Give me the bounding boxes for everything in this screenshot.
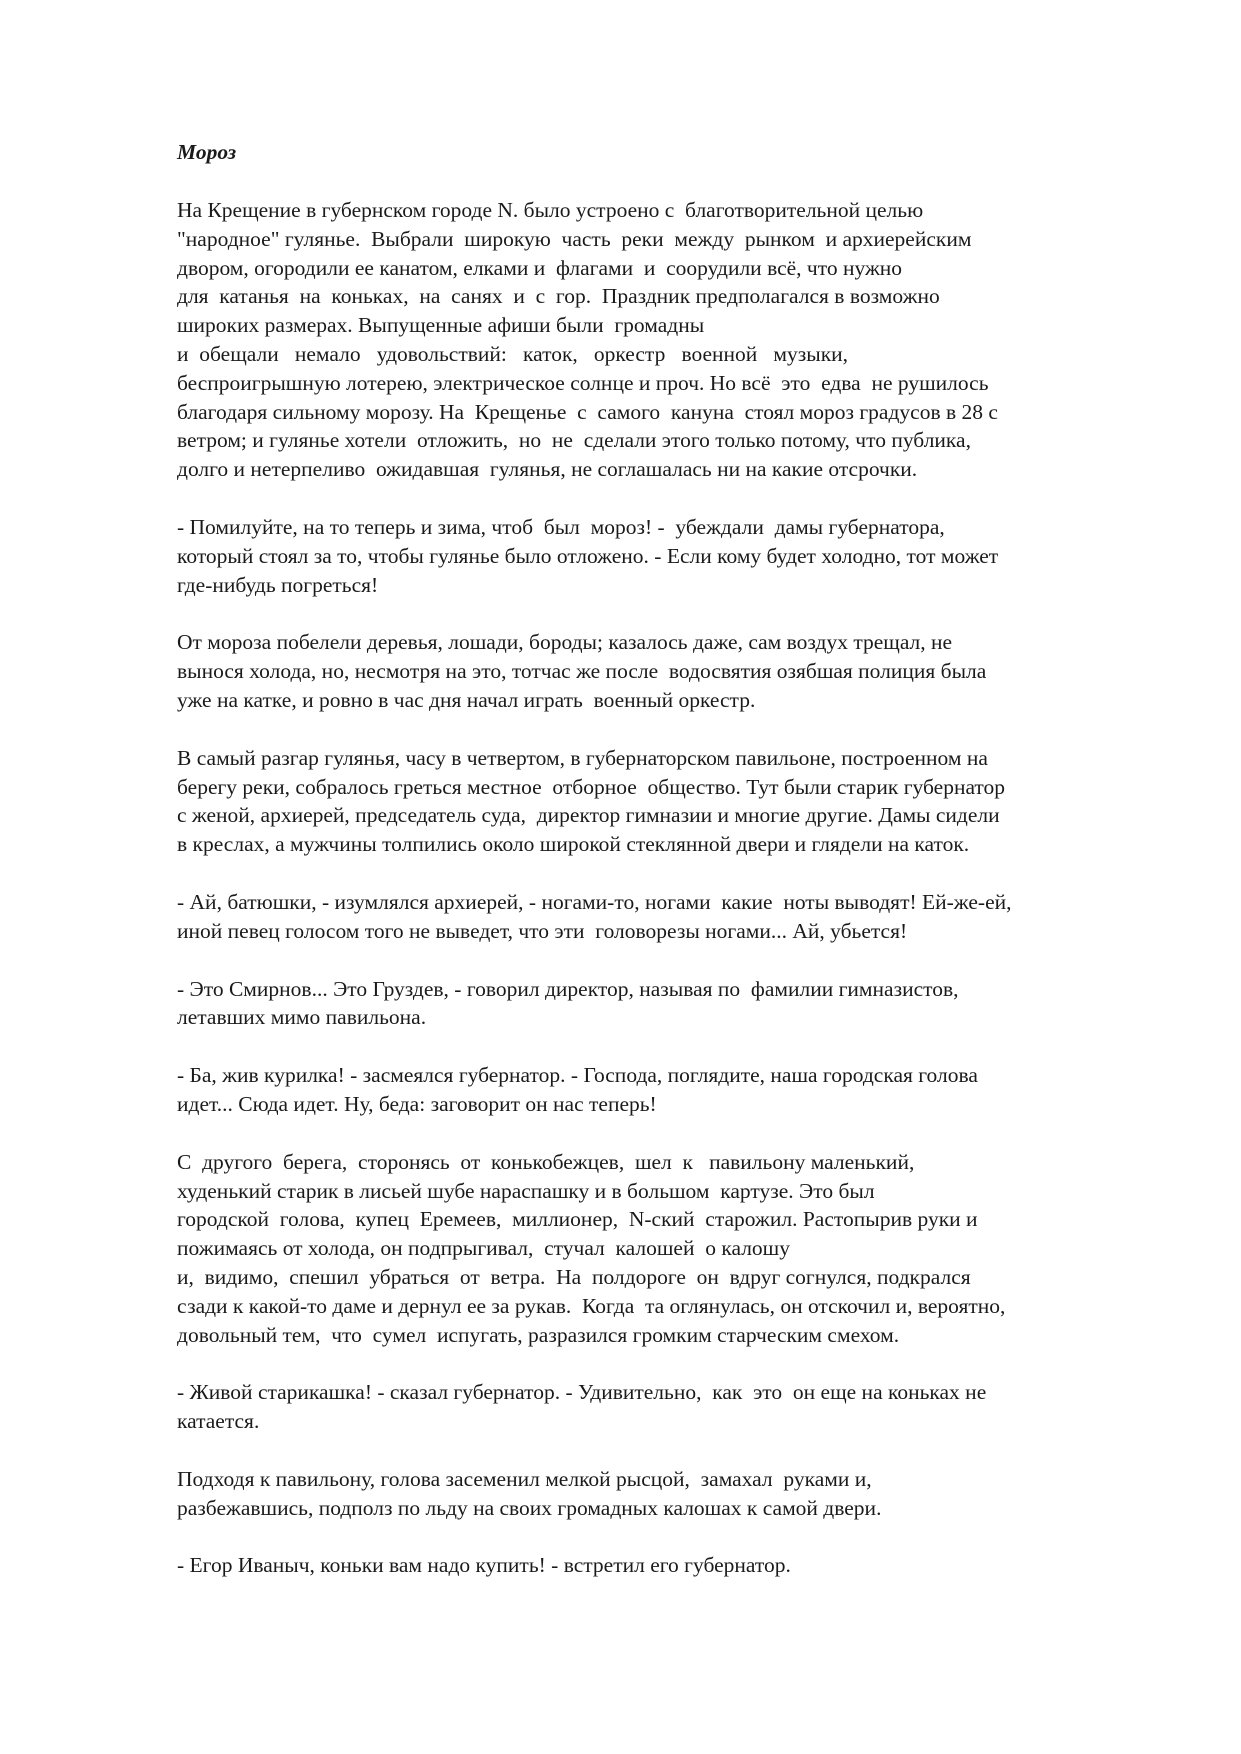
document-title: Мороз xyxy=(177,140,237,164)
text-line: и, видимо, спешил убраться от ветра. На полдороге он вдруг согнулся, подкрался xyxy=(177,1264,971,1289)
text-line: С другого берега, сторонясь от конькобежцев, шел к павильону маленький, xyxy=(177,1149,915,1174)
paragraph xyxy=(177,196,1177,484)
text-line: идет... Сюда идет. Ну, беда: заговорит он нас теперь! xyxy=(177,1091,657,1116)
paragraph xyxy=(177,1551,1177,1580)
document-page xyxy=(177,138,1177,1609)
text-line: беспроигрышную лотерею, электрическое солнце и проч. Но всё это едва не рушилось xyxy=(177,370,989,395)
text-line: уже на катке, и ровно в час дня начал играть военный оркестр. xyxy=(177,687,756,712)
text-line: От мороза побелели деревья, лошади, бороды; казалось даже, сам воздух трещал, не xyxy=(177,630,953,655)
text-line: широких размерах. Выпущенные афиши были громадны xyxy=(177,313,705,338)
text-line: пожимаясь от холода, он подпрыгивал, стучал калошей о калошу xyxy=(177,1236,790,1261)
text-line: и обещали немало удовольствий: каток, оркестр военной музыки, xyxy=(177,341,849,366)
text-line: Подходя к павильону, голова засеменил мелкой рысцой, замахал руками и, xyxy=(177,1466,872,1491)
text-line: с женой, архиерей, председатель суда, директор гимназии и многие другие. Дамы сидели xyxy=(177,803,1000,828)
text-line: иной певец голосом того не выведет, что эти головорезы ногами... Ай, убьется! xyxy=(177,918,908,943)
text-line: берегу реки, собралось греться местное отборное общество. Тут были старик губернатор xyxy=(177,774,1006,799)
text-line: "народное" гулянье. Выбрали широкую часть реки между рынком и архиерейским xyxy=(177,226,972,251)
paragraph xyxy=(177,1061,1177,1119)
text-line: где-нибудь погреться! xyxy=(177,572,379,597)
text-line: для катанья на коньках, на санях и с гор. Праздник предполагался в возможно xyxy=(177,284,940,309)
text-line: летавших мимо павильона. xyxy=(177,1005,427,1030)
text-line: двором, огородили ее канатом, елками и флагами и соорудили всё, что нужно xyxy=(177,255,903,280)
text-line: - Живой старикашка! - сказал губернатор. - Удивительно, как это он еще на коньках не xyxy=(177,1380,987,1405)
paragraph xyxy=(177,628,1177,714)
document-body xyxy=(177,196,1177,1580)
text-line: благодаря сильному морозу. На Крещенье с самого кануна стоял мороз градусов в 28 с xyxy=(177,399,998,424)
text-line: - Ба, жив курилка! - засмеялся губернатор. - Господа, поглядите, наша городская голова xyxy=(177,1063,978,1088)
text-line: катается. xyxy=(177,1409,260,1434)
paragraph xyxy=(177,1148,1177,1350)
text-line: довольный тем, что сумел испугать, разразился громким старческим смехом. xyxy=(177,1322,900,1347)
paragraph xyxy=(177,1378,1177,1436)
text-line: - Это Смирнов... Это Груздев, - говорил директор, называя по фамилии гимназистов, xyxy=(177,976,959,1001)
text-line: худенький старик в лисьей шубе нараспашку и в большом картузе. Это был xyxy=(177,1178,875,1203)
text-line: долго и нетерпеливо ожидавшая гулянья, не соглашалась ни на какие отсрочки. xyxy=(177,457,918,482)
text-line: - Помилуйте, на то теперь и зима, чтоб был мороз! - убеждали дамы губернатора, xyxy=(177,514,945,539)
paragraph xyxy=(177,975,1177,1033)
paragraph xyxy=(177,513,1177,599)
text-line: сзади к какой-то даме и дернул ее за рукав. Когда та оглянулась, он отскочил и, вероятно, xyxy=(177,1293,1006,1318)
text-line: ветром; и гулянье хотели отложить, но не сделали этого только потому, что публика, xyxy=(177,428,971,453)
text-line: который стоял за то, чтобы гулянье было отложено. - Если кому будет холодно, тот может xyxy=(177,543,999,568)
text-line: В самый разгар гулянья, часу в четвертом, в губернаторском павильоне, построенном на xyxy=(177,745,988,770)
text-line: разбежавшись, подполз по льду на своих громадных калошах к самой двери. xyxy=(177,1495,882,1520)
text-line: в креслах, а мужчины толпились около широкой стеклянной двери и глядели на каток. xyxy=(177,832,970,857)
text-line: - Егор Иваныч, коньки вам надо купить! - встретил его губернатор. xyxy=(177,1553,791,1578)
text-line: городской голова, купец Еремеев, миллионер, N-ский старожил. Растопырив руки и xyxy=(177,1207,978,1232)
paragraph xyxy=(177,888,1177,946)
paragraph xyxy=(177,1465,1177,1523)
text-line: - Ай, батюшки, - изумлялся архиерей, - ногами-то, ногами какие ноты выводят! Ей-же-ей, xyxy=(177,889,1012,914)
text-line: вынося холода, но, несмотря на это, тотчас же после водосвятия озябшая полиция была xyxy=(177,659,987,684)
paragraph xyxy=(177,744,1177,859)
text-line: На Крещение в губернском городе N. было устроено с благотворительной целью xyxy=(177,198,924,222)
